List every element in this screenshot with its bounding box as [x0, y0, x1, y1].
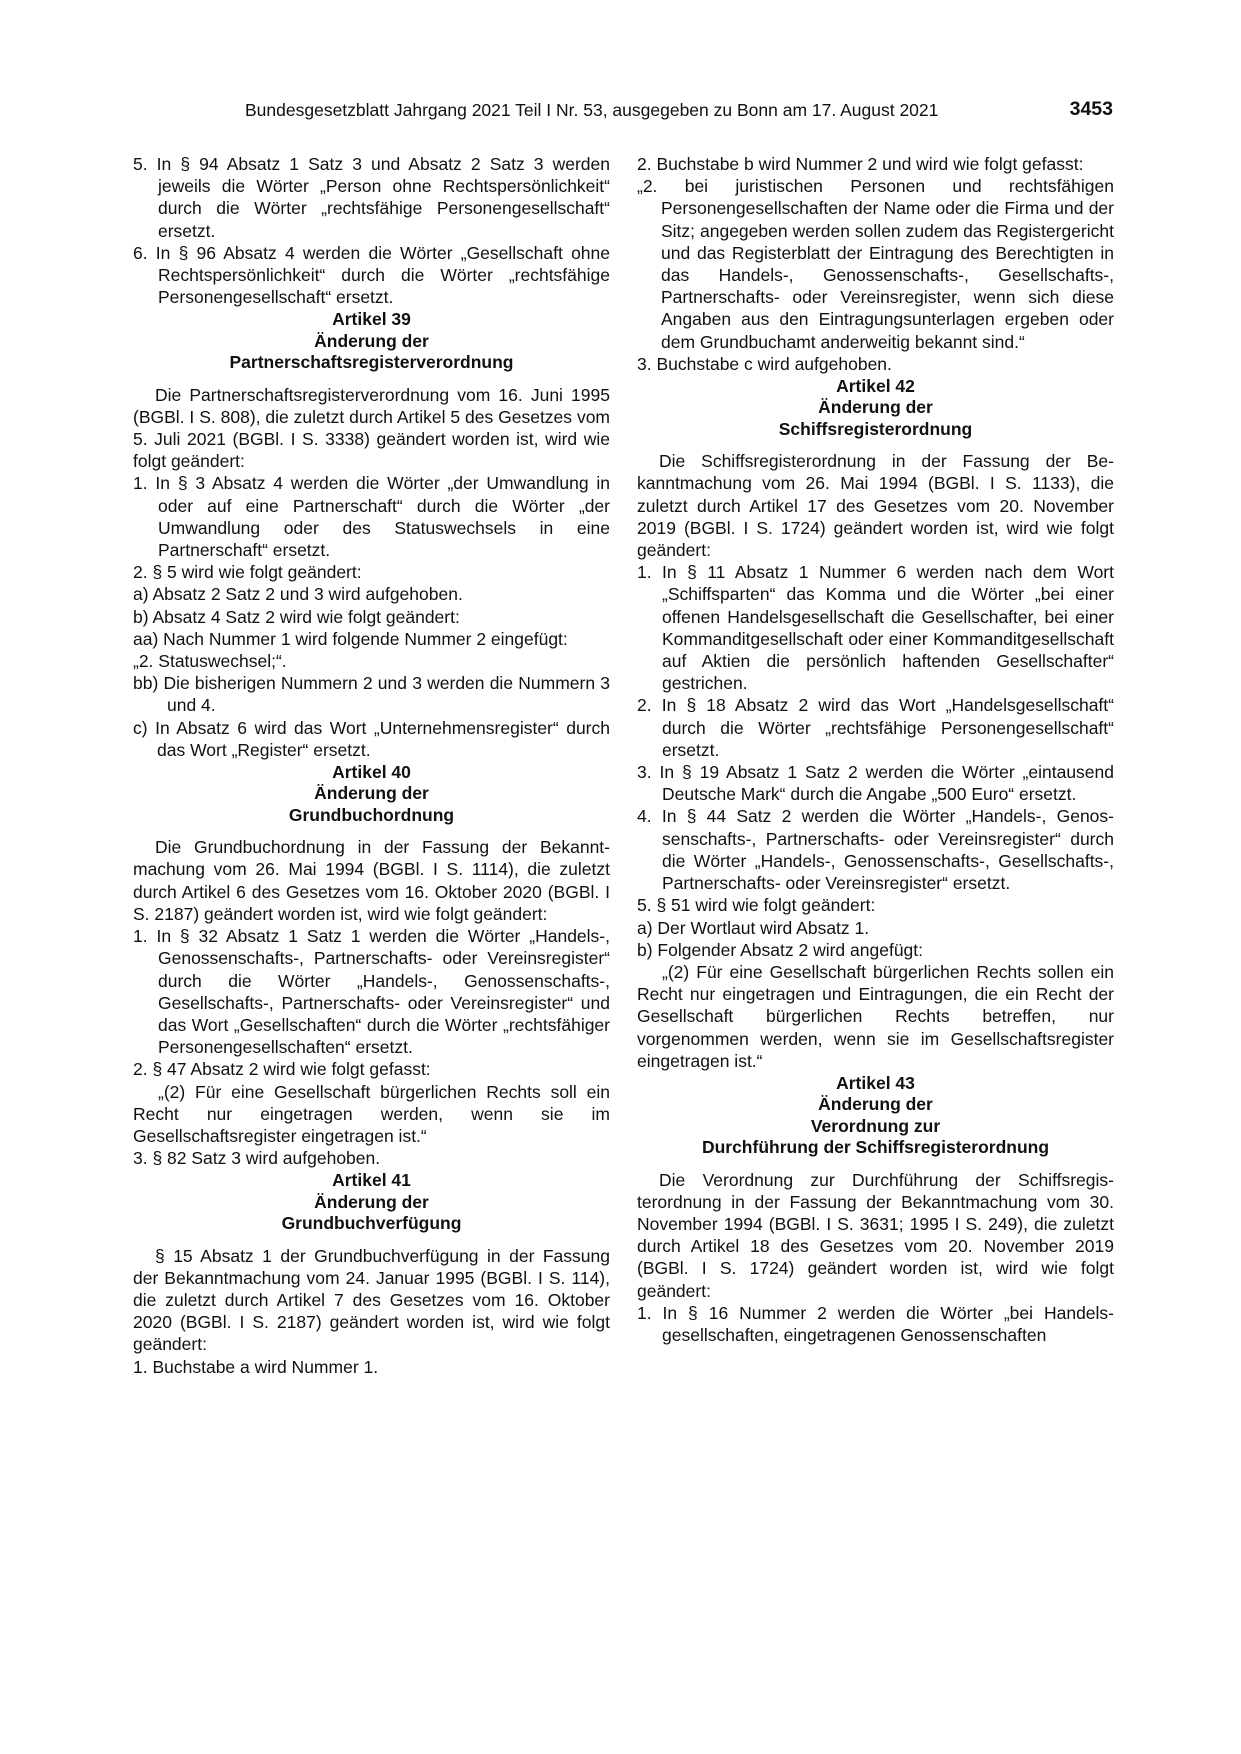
inserted-text: „2. bei juristischen Personen und rechtsfähigen Personengesellschaften der Name oder die Firma und der Sitz; angegeben werden sollen zudem das Registergericht und das Registerblatt der Eintragung des Berechtigten in das Handels-, Genossenschafts-, Gesellschafts-, Partnerschafts- oder Vereinsregister, wenn sich diese Angaben aus den Eintragungsunterlagen ergeben oder dem Grundbuchamt anderweitig bekannt sind.“ — [637, 176, 1114, 352]
article-title-line: Partnerschaftsregisterverordnung — [229, 352, 514, 373]
page-number: 3453 — [1069, 98, 1113, 120]
article-heading: Artikel 40 — [332, 762, 411, 783]
article-title — [637, 1094, 1114, 1159]
list-item: 1. In § 32 Absatz 1 Satz 1 werden die Wörter „Handels-, Genossenschafts-, Partnerschafts- oder Vereinsregister“ durch die Wörter „Handels-, Genossenschafts-, Gesellschafts-, Partnerschafts- oder Vereinsregister“ und das Wort „Gesellschaften“ durch die Wörter „rechtsfähiger Personengesellschaften“ ersetzt. — [133, 926, 610, 1058]
article-title-line: Durchführung der Schiffsregisterordnung — [701, 1137, 1050, 1158]
article-title-line: Schiffsregisterordnung — [778, 418, 973, 439]
article-heading: Artikel 42 — [836, 376, 915, 397]
list-item: 1. In § 16 Nummer 2 werden die Wörter „bei Handelsgesellschaften, eingetragenen Genossenschaften — [637, 1302, 1114, 1346]
sub-item: a) Absatz 2 Satz 2 und 3 wird aufgehoben. — [133, 584, 463, 605]
article-title-line: Verordnung zur — [810, 1115, 941, 1136]
article-intro: Die Verordnung zur Durchführung der Schiffsregisterordnung in der Fassung der Bekanntmachung vom 30. November 1994 (BGBl. I S. 3631; 1995 I S. 249), die zuletzt durch Artikel 18 des Gesetzes vom 20. November 2019 (BGBl. I S. 1724) geändert worden ist, wird wie folgt geändert: — [637, 1169, 1114, 1301]
sub-item: a) Der Wortlaut wird Absatz 1. — [637, 917, 870, 938]
list-item: 2. § 47 Absatz 2 wird wie folgt gefasst: — [133, 1059, 431, 1080]
article-title — [637, 397, 1114, 440]
article-title-line: Änderung der — [818, 397, 933, 418]
list-item: 3. In § 19 Absatz 1 Satz 2 werden die Wörter „eintausend Deutsche Mark“ durch die Angabe „500 Euro“ ersetzt. — [637, 762, 1114, 805]
article-heading: Artikel 43 — [836, 1072, 915, 1093]
article-heading: Artikel 39 — [332, 309, 411, 330]
list-item: 2. § 5 wird wie folgt geändert: — [133, 562, 362, 583]
article-intro: Die Grundbuchordnung in der Fassung der Bekanntmachung vom 26. Mai 1994 (BGBl. I S. 1114), die zuletzt durch Artikel 6 des Gesetzes vom 16. Oktober 2020 (BGBl. I S. 2187) geändert worden ist, wird wie folgt geändert: — [133, 837, 610, 924]
sub-item: b) Absatz 4 Satz 2 wird wie folgt geändert: — [133, 606, 460, 627]
article-title — [133, 1192, 610, 1235]
list-item: 5. § 51 wird wie folgt geändert: — [637, 895, 876, 916]
article-title-line: Grundbuchordnung — [288, 804, 455, 825]
sub-sub-item: bb) Die bisherigen Nummern 2 und 3 werden die Nummern 3 und 4. — [133, 673, 610, 716]
list-item: 1. Buchstabe a wird Nummer 1. — [133, 1356, 379, 1377]
left-column — [133, 153, 610, 1378]
list-item: 3. § 82 Satz 3 wird aufgehoben. — [133, 1148, 381, 1169]
list-item: 2. In § 18 Absatz 2 wird das Wort „Handelsgesellschaft“ durch die Wörter „rechtsfähige Personengesellschaft“ ersetzt. — [637, 695, 1114, 760]
list-item: 1. In § 3 Absatz 4 werden die Wörter „der Umwandlung in oder auf eine Partnerschaft“ durch die Wörter „der Umwandlung oder des Statuswechsels in eine Partnerschaft“ ersetzt. — [133, 473, 610, 561]
article-heading: Artikel 41 — [332, 1170, 411, 1191]
article-title-line: Änderung der — [314, 1191, 429, 1212]
article-title-line: Grundbuchverfügung — [281, 1213, 462, 1234]
article-title-line: Änderung der — [818, 1094, 933, 1115]
list-item: 6. In § 96 Absatz 4 werden die Wörter „Gesellschaft ohne Rechtspersönlichkeit“ durch die Wörter „rechtsfähige Personengesellschaft“ ersetzt. — [133, 242, 610, 308]
header-title: Bundesgesetzblatt Jahrgang 2021 Teil I Nr. 53, ausgegeben zu Bonn am 17. August 2021 — [245, 100, 939, 120]
inserted-text: „(2) Für eine Gesellschaft bürgerlichen Rechts soll ein Recht nur eingetragen werden, wenn sie im Gesellschaftsregister eingetragen ist.“ — [133, 1081, 610, 1146]
list-item: 1. In § 11 Absatz 1 Nummer 6 werden nach dem Wort „Schiffsparten“ das Komma und die Wörter „bei einer offenen Handelsgesellschaft die Gesellschafter, bei einer Kommanditgesellschaft oder einer Kommanditgesellschaft auf Aktien die persönlich haftenden Gesellschafter“ gestrichen. — [637, 562, 1114, 694]
sub-item: b) Folgender Absatz 2 wird angefügt: — [637, 939, 924, 960]
inserted-text: „(2) Für eine Gesellschaft bürgerlichen Rechts sollen ein Recht nur eingetragen und Eintragungen, die ein Recht der Gesellschaft bürgerlichen Rechts betreffen, nur vorgenommen werden, wenn sie im Gesellschaftsregister eingetragen ist.“ — [637, 961, 1114, 1071]
list-item: 5. In § 94 Absatz 1 Satz 3 und Absatz 2 Satz 3 werden jeweils die Wörter „Person ohne Rechtspersönlichkeit“ durch die Wörter „rechtsfähige Personengesellschaft“ ersetzt. — [133, 154, 610, 241]
article-title — [133, 783, 610, 826]
article-intro: § 15 Absatz 1 der Grundbuchverfügung in der Fassung der Bekanntmachung vom 24. Januar 1995 (BGBl. I S. 114), die zuletzt durch Artikel 7 des Gesetzes vom 16. Oktober 2020 (BGBl. I S. 2187) geändert worden ist, wird wie folgt geändert: — [133, 1245, 610, 1355]
sub-item: c) In Absatz 6 wird das Wort „Unternehmensregister“ durch das Wort „Register“ ersetzt. — [133, 717, 610, 760]
right-column — [637, 153, 1114, 1346]
article-title-line: Änderung der — [314, 783, 429, 804]
article-title — [133, 331, 610, 374]
page-header — [245, 100, 1113, 126]
inserted-text: „2. Statuswechsel;“. — [133, 651, 287, 672]
article-intro: Die Partnerschaftsregisterverordnung vom 16. Juni 1995 (BGBl. I S. 808), die zuletzt durch Artikel 5 des Gesetzes vom 5. Juli 2021 (BGBl. I S. 3338) geändert worden ist, wird wie folgt geändert: — [133, 384, 610, 472]
article-intro: Die Schiffsregisterordnung in der Fassung der Bekanntmachung vom 26. Mai 1994 (BGBl. I S. 1133), die zuletzt durch Artikel 17 des Gesetzes vom 20. November 2019 (BGBl. I S. 1724) geändert worden ist, wird wie folgt geändert: — [637, 451, 1114, 561]
list-item: 3. Buchstabe c wird aufgehoben. — [637, 353, 892, 374]
article-title-line: Änderung der — [314, 330, 429, 351]
sub-sub-item: aa) Nach Nummer 1 wird folgende Nummer 2 eingefügt: — [133, 628, 568, 649]
list-item: 2. Buchstabe b wird Nummer 2 und wird wie folgt gefasst: — [637, 154, 1084, 174]
list-item: 4. In § 44 Satz 2 werden die Wörter „Handels-, Genossenschafts-, Partnerschafts- oder Vereinsregister“ durch die Wörter „Handels-, Genossenschafts-, Gesellschafts-, Partnerschafts- oder Vereinsregister“ ersetzt. — [637, 806, 1114, 894]
